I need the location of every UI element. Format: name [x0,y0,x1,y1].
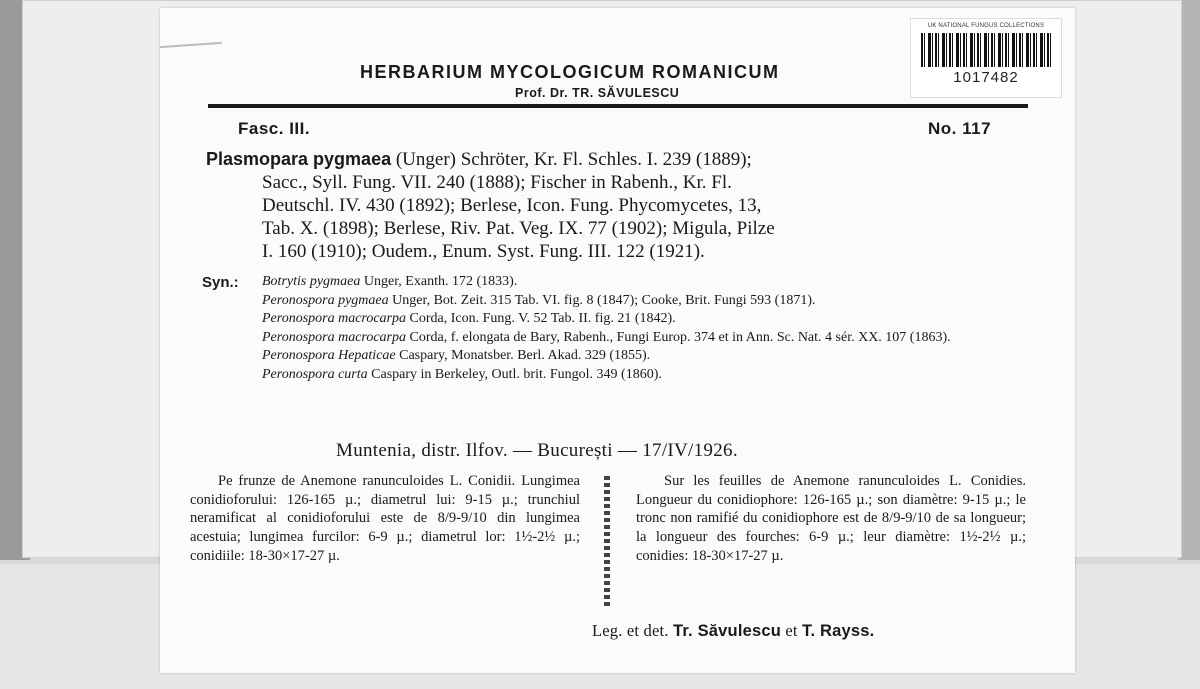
synonym-citation: Caspary, Monatsber. Berl. Akad. 329 (1855). [395,348,651,363]
barcode-number: 1017482 [953,69,1019,86]
barcode-label [910,18,1062,98]
synonym-name: Peronospora pygmaea [262,292,389,308]
fascicle-label: Fasc. III. [238,119,311,138]
reference-line: Sacc., Syll. Fung. VII. 240 (1888); Fischer in Rabenh., Kr. Fl. [262,172,732,193]
synonym-name: Peronospora macrocarpa [262,329,407,345]
synonym-item [262,347,1032,366]
collectors-joiner: et [781,621,802,640]
synonym-item [262,310,1032,329]
barcode-icon [921,33,1051,67]
herbarium-title: HERBARIUM MYCOLOGICUM ROMANICUM [360,62,780,82]
synonyms-list [262,273,1032,384]
species-authority: (Unger) Schröter, Kr. Fl. Schles. I. 239 (1889); [391,149,752,170]
description-romanian-text: Pe frunze de Anemone ranunculoides L. Conidii. Lungimea conidioforului: 126-165 µ.; diametrul lui: 9-15 µ.; trunchiul neramificat al conidioforului este de 8/9-9/10 din lungimea acestuia; lungimea furcilor: 6-9 µ.; diametrul lor: 1½-2½ µ.; conidiile: 18-30×17-27 µ. [190,473,580,564]
title-rule [208,104,1028,108]
specimen-number: No. 117 [928,119,992,138]
synonym-name: Botrytis pygmaea [262,274,361,289]
barcode-caption: UK NATIONAL FUNGUS COLLECTIONS [927,23,1045,29]
description-french [636,472,1026,566]
synonym-item [262,273,1032,292]
description-french-text: Sur les feuilles de Anemone ranunculoides L. Conidies. Longueur du conidiophore: 126-165 µ.; son diamètre: 9-15 µ.; le tronc non ramifié du conidiophore est de 8/9-9/10 de sa longueur; la longueur des fourches: 6-9 µ.; leur diamètre: 1½-2½ µ.; conidies: 18-30×17-27 µ. [636,473,1026,564]
synonym-name: Peronospora macrocarpa [262,311,407,326]
description-romanian [190,472,580,566]
synonym-name: Peronospora Hepaticae [262,348,396,363]
literature-references [206,148,1036,263]
species-name: Plasmopara pygmaea [206,149,392,169]
collectors-line [592,621,874,641]
reference-line-first [206,148,1036,171]
collectors-prefix: Leg. et det. [592,621,673,640]
herbarium-subtitle: Prof. Dr. TR. SĂVULESCU [515,86,680,100]
collector-name: T. Rayss. [802,622,875,640]
synonym-citation: Corda, Icon. Fung. V. 52 Tab. II. fig. 21 (1842). [406,311,676,326]
synonym-item [262,292,1032,311]
synonym-citation: Corda, f. elongata de Bary, Rabenh., Fungi Europ. 374 et in Ann. Sc. Nat. 4 sér. XX. 107 (1863). [406,329,951,345]
reference-line: Tab. X. (1898); Berlese, Riv. Pat. Veg. IX. 77 (1902); Migula, Pilze [262,218,775,239]
reference-line: Deutschl. IV. 430 (1892); Berlese, Icon. Fung. Phycomycetes, 13, [262,195,762,216]
reference-line: I. 160 (1910); Oudem., Enum. Syst. Fung. III. 122 (1921). [262,241,705,262]
synonym-citation: Unger, Bot. Zeit. 315 Tab. VI. fig. 8 (1847); Cooke, Brit. Fungi 593 (1871). [388,292,816,308]
synonym-name: Peronospora curta [262,366,368,382]
column-divider [604,476,610,608]
collection-locality: Muntenia, distr. Ilfov. — București — 17/IV/1926. [336,440,738,461]
synonym-citation: Caspary in Berkeley, Outl. brit. Fungol. 349 (1860). [367,366,662,382]
synonym-item [262,329,1032,348]
synonyms-label: Syn.: [202,274,239,291]
synonym-item [262,366,1032,385]
collector-name: Tr. Săvulescu [672,622,782,640]
synonym-citation: Unger, Exanth. 172 (1833). [360,274,518,289]
